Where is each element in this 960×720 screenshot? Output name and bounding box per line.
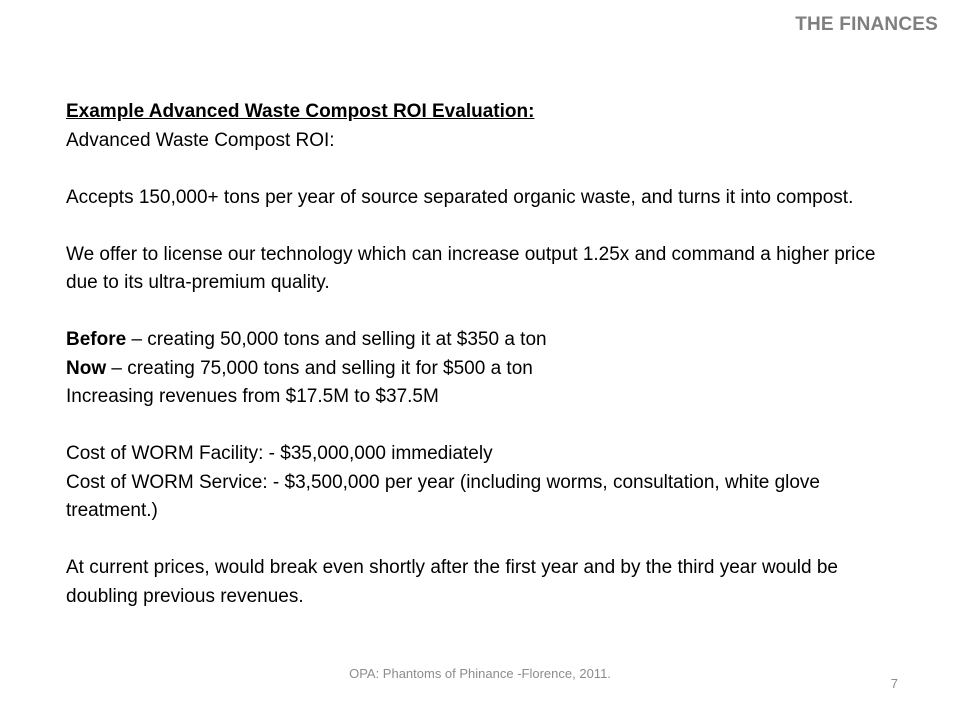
before-line [66, 326, 896, 355]
spacer [66, 155, 896, 184]
before-text: – creating 50,000 tons and selling it at $350 a ton [126, 329, 547, 350]
roi-subheading: Advanced Waste Compost ROI: [66, 129, 335, 151]
spacer [66, 298, 896, 327]
facility-cost-line: Cost of WORM Facility: - $35,000,000 immediately [66, 443, 493, 464]
revenue-line: Increasing revenues from $17.5M to $37.5M [66, 386, 439, 407]
before-label: Before [66, 329, 127, 350]
intake-paragraph: Accepts 150,000+ tons per year of source separated organic waste, and turns it into compost. [66, 186, 854, 208]
license-paragraph: We offer to license our technology which can increase output 1.25x and command a higher price due to its ultra-premium quality. [66, 243, 876, 293]
service-cost-line: Cost of WORM Service: - $3,500,000 per year (including worms, consultation, white glove treatment.) [66, 471, 820, 521]
evaluation-heading: Example Advanced Waste Compost ROI Evaluation: [66, 101, 535, 122]
spacer [66, 212, 896, 241]
now-line [66, 355, 896, 384]
conclusion-paragraph: At current prices, would break even shortly after the first year and by the third year would be doubling previous revenues. [66, 557, 838, 607]
now-text: – creating 75,000 tons and selling it for $500 a ton [106, 357, 533, 379]
page-number: 7 [890, 676, 898, 691]
spacer [66, 526, 896, 555]
footer-text: OPA: Phantoms of Phinance -Florence, 2011. [349, 666, 611, 681]
spacer [66, 412, 896, 441]
slide-body [66, 98, 896, 611]
slide-header-title: THE FINANCES [795, 14, 938, 35]
now-label: Now [66, 357, 107, 379]
